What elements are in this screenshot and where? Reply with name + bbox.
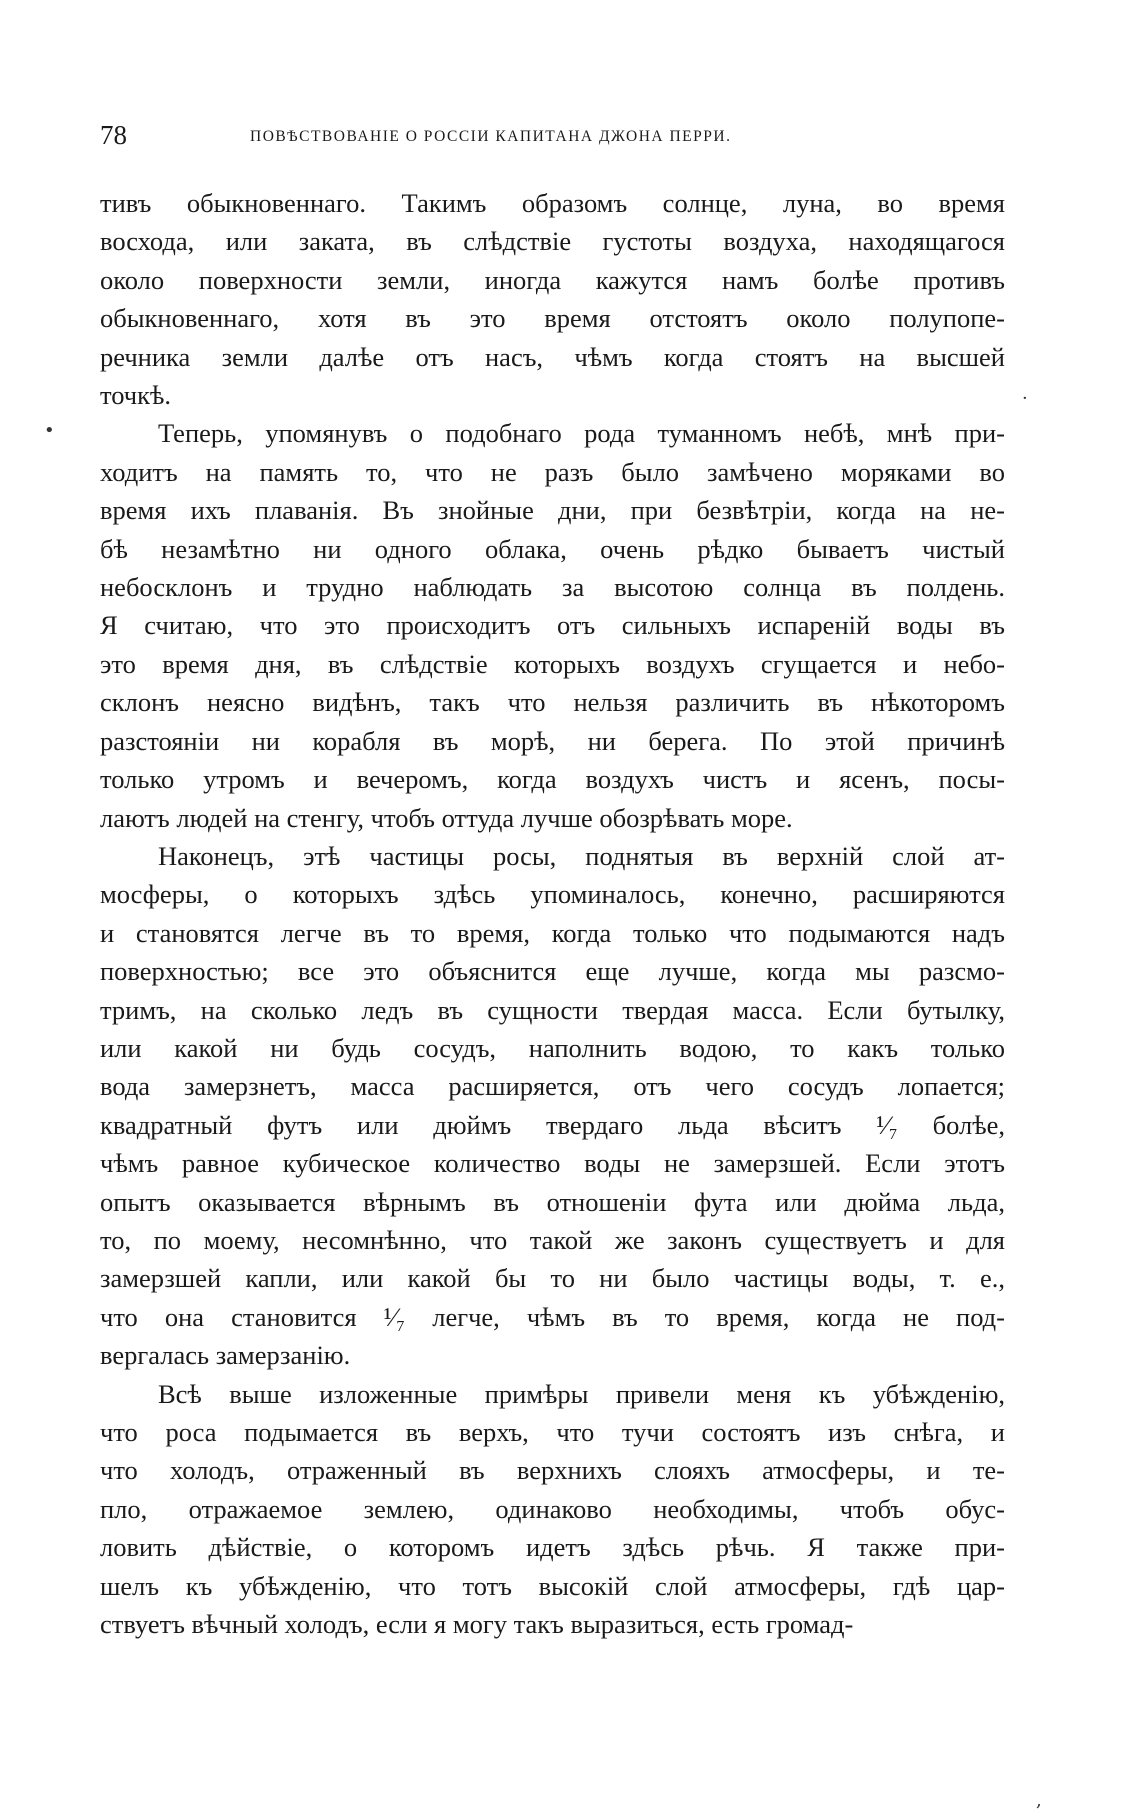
text-line: разстояніи ни корабля въ морѣ, ни берега. По этой причинѣ [100, 725, 1005, 756]
paragraph [100, 1375, 1005, 1644]
text-line: ствуетъ вѣчный холодъ, если я могу такъ выразиться, есть громад- [100, 1609, 854, 1640]
text-line: что она становится ¹⁄₇ легче, чѣмъ въ то время, когда не под- [100, 1301, 1005, 1332]
paragraph [100, 184, 1005, 414]
body-text [100, 184, 1005, 1643]
text-line: поверхностью; все это объяснится еще лучше, когда мы разсмо- [100, 956, 1005, 987]
text-line: чѣмъ равное кубическое количество воды не замерзшей. Если этотъ [100, 1148, 1005, 1179]
text-line: это время дня, въ слѣдствіе которыхъ воздухъ сгущается и небо- [100, 648, 1005, 679]
text-line: тримъ, на сколько ледъ въ сущности твердая масса. Если бутылку, [100, 994, 1005, 1025]
text-line: время ихъ плаванія. Въ знойные дни, при безвѣтріи, когда на не- [100, 495, 1005, 526]
text-line: склонъ неясно видѣнъ, такъ что нельзя различить въ нѣкоторомъ [100, 687, 1005, 718]
text-line: замерзшей капли, или какой бы то ни было частицы воды, т. е., [100, 1263, 1005, 1294]
text-line: вода замерзнетъ, масса расширяется, отъ чего сосудъ лопается; [100, 1071, 1005, 1102]
text-line: или какой ни будь сосудъ, наполнить водою, то какъ только [100, 1032, 1005, 1063]
text-line: ходитъ на память то, что не разъ было замѣчено моряками во [100, 456, 1005, 487]
text-line: около поверхности земли, иногда кажутся намъ болѣе противъ [100, 264, 1005, 295]
text-line: тивъ обыкновеннаго. Такимъ образомъ солнце, луна, во время [100, 188, 1005, 218]
page-number: 78 [100, 120, 127, 150]
stray-mark: , [1036, 1790, 1042, 1811]
text-line: вергалась замерзанію. [100, 1340, 351, 1371]
text-line: восхода, или заката, въ слѣдствіе густоты воздуха, находящагося [100, 226, 1005, 257]
text-line: мосферы, о которыхъ здѣсь упоминалось, конечно, расширяются [100, 879, 1005, 910]
text-line: квадратный футъ или дюймъ твердаго льда вѣситъ ¹⁄₇ болѣе, [100, 1109, 1005, 1140]
running-title: ПОВѢСТВОВАНІЕ О РОССІИ КАПИТАНА ДЖОНА ПЕРРИ. [250, 128, 732, 145]
text-line: Наконецъ, этѣ частицы росы, поднятыя въ верхній слой ат- [158, 840, 1005, 871]
text-line: Я считаю, что это происходитъ отъ сильныхъ испареній воды въ [100, 610, 1005, 641]
text-line: небосклонъ и трудно наблюдать за высотою солнца въ полдень. [100, 572, 1005, 603]
stray-mark: • [44, 420, 55, 441]
text-line: то, по моему, несомнѣнно, что такой же законъ существуетъ и для [100, 1224, 1005, 1255]
text-line: обыкновеннаго, хотя въ это время отстоятъ около полупопе- [100, 303, 1005, 334]
page-header [100, 120, 1000, 160]
text-line: пло, отражаемое землею, одинаково необходимы, чтобъ обус- [100, 1493, 1005, 1524]
text-line: Теперь, упомянувъ о подобнаго рода туманномъ небѣ, мнѣ при- [158, 418, 1005, 449]
stray-mark: · [1022, 388, 1028, 409]
text-line: бѣ незамѣтно ни одного облака, очень рѣдко бываетъ чистый [100, 533, 1005, 564]
paragraph [100, 414, 1005, 836]
text-line: речника земли далѣе отъ насъ, чѣмъ когда стоятъ на высшей [100, 341, 1005, 372]
text-line: Всѣ выше изложенные примѣры привели меня къ убѣжденію, [158, 1378, 1005, 1409]
text-line: и становятся легче въ то время, когда только что подымаются надъ [100, 917, 1005, 948]
text-line: что роса подымается въ верхъ, что тучи состоятъ изъ снѣга, и [100, 1417, 1005, 1447]
paragraph [100, 837, 1005, 1375]
text-line: что холодъ, отраженный въ верхнихъ слояхъ атмосферы, и те- [100, 1455, 1005, 1486]
text-line: только утромъ и вечеромъ, когда воздухъ чистъ и ясенъ, посы- [100, 764, 1005, 795]
text-line: точкѣ. [100, 380, 172, 411]
text-line: лаютъ людей на стенгу, чтобъ оттуда лучше обозрѣвать море. [100, 802, 793, 833]
text-line: ловить дѣйствіе, о которомъ идетъ здѣсь рѣчь. Я также при- [100, 1532, 1005, 1563]
text-line: шелъ къ убѣжденію, что тотъ высокій слой атмосферы, гдѣ цар- [100, 1570, 1005, 1601]
text-line: опытъ оказывается вѣрнымъ въ отношеніи фута или дюйма льда, [100, 1186, 1005, 1217]
